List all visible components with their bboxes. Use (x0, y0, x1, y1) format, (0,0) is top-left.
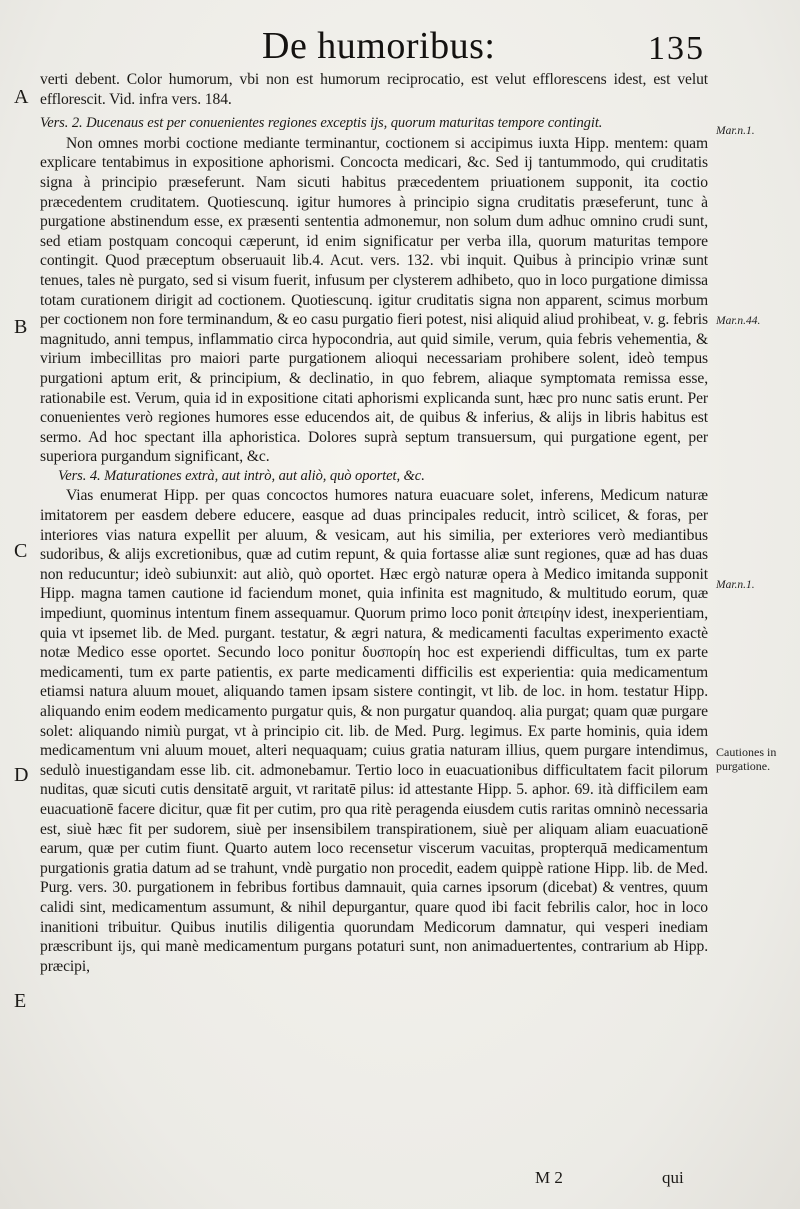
paragraph: Non omnes morbi coctione mediante terminantur, coctionem si accipimus iuxta Hipp. mentem: quam explicare tentabimus in expositione aphorismi. Concocta medicari, &c. Sed ij tantummodo, qui cruditatis signa à principio præseferunt. Nam sicuti habitus præcedentem priuationem supponit, ita coctio præcedentem cruditatem. Quotiescunq. igitur humores à principio signa cruditatis præseferunt, tunc à purgatione abstinendum esse, ex præsenti sententia admonemur, non solum dum adhuc omnino crudi sunt, sed etiam postquam concoqui cæperunt, id enim significatur per verba illa, quorum maturitas tempore contingit. Quod præceptum obseruauit lib.4. Acut. vers. 132. vbi inquit. Quibus à principio vrinæ sunt tenues, tales nè purgato, sed si visum fuerit, infusum per clysterem adhibeto, quo in loco purgatione dimissa totam curationem dirigit ad coctionem. Quotiescunq. igitur cruditatis signa non apparent, scimus morbum per coctionem non fore terminandum, & eo casu purgatio fieri potest, nisi aliquid aliud prohibeat, v. g. febris magnitudo, anni tempus, inflammatio circa hypocondria, aut quid simile, verum, quia febris vehementia, & virium imbecillitas pro maiori parte purgationem alioqui necessariam prohibere solent, ideò tempus purgationi aptum erit, & principium, & declinatio, in quo febrem, aliaque symptomata remissa esse, rationabile est. Verum, quia id in expositione citati aphorismi explicanda sunt, hæc pro nunc satis erunt. Per conuenientes verò regiones humores esse educendos ait, de quibus & inferius, & alijs in libris habitus est sermo. Ad hoc spectant illa aphoristica. Dolores suprà septum transuersum, qui purgatione egent, per superiora purgandum significant, &c. (40, 134, 708, 466)
paragraph: Vias enumerat Hipp. per quas concoctos humores natura euacuare solet, inferens, Medicum naturæ imitatorem per easdem debere educere, easque ad duas principales reducit, intrò scilicet, & foras, per interiores vias natura expellit per aluum, & vesicam, aut his similia, per exteriores verò mediantibus sudoribus, & alijs excretionibus, quæ ad cutim repunt, & quia fortasse aliæ sunt regiones, quæ ad has duas non reducuntur; ideò subiunxit: aut aliò, quò oportet. Hæc ergò naturæ opera à Medico imitanda supponit Hipp. magna tamen cautione id faciendum monet, quia infinita est magnitudo, & multitudo eorum, quæ impediunt, quominus intentum finem assequamur. Quorum primo loco ponit ἀπειρίην idest, inexperientiam, quia vt ipsemet lib. de Med. purgant. testatur, & ægri natura, & medicamenti facultas experimento exactè notæ Medico esse oportet. Secundo loco ponitur δυσπορίη hoc est experiendi difficultas, tum ex parte medicamenti, tum ex parte patientis, ex parte medicamenti difficilis est experientia: quia medicamentum etiamsi natura aluum mouet, aliquando tamen ipsam sistere contingit, vt lib. de loc. in hom. testatur Hipp. aliquando enim eodem medicamento purgatur quis, & non purgatur quandoq. alia purgat; quam quæ purgare solet: aliquando nimiù purgat, vt à principio cit. lib. de Med. Purg. legimus. Ex parte hominis, quia idem medicamentum vni aluum mouet, alteri nequaquam; cuius gratia naturam illius, quem purgare intendimus, sedulò inuestigandam esse lib. cit. admonebamur. Tertio loco in euacuationibus difficultatem facit pilorum nuditas, quæ sicuti cutis densitatē arguit, vt raritatē pilus: id attestante Hipp. 5. aphor. 69. ità difficilem eam euacuationē facere dicitur, quæ fit per cutim, pro qua ritè peragenda eiusdem cutis raritas omninò necessaria est, siuè hæc fit per sudorem, siuè per insensibilem transpirationem, siuè per aliquam aliam euacuationē earum, quæ per cutim fiunt. Quarto autem loco recensetur viscerum vacuitas, propterquā medicamentum purgationis gratia datum ad se trahunt, vndè purgatio non procedit, eadem quippè ratione Hipp. lib. de Med. Purg. vers. 30. purgationem in febribus fortibus damnauit, quia carnes ipsorum (dicebat) & ventres, quum calidi sint, medicamentum assumunt, & nihil depurgantur, quare quod ibi facit febrilis calor, hoc in loco inanitioni tribuitur. Quibus inutilis diligentia quorundam Medicorum damnatur, qui vesperi inediam præscribunt ijs, qui manè medicamentum purgans potaturi sunt, non animaduertentes, contrarium ab Hipp. præcipi, (40, 487, 708, 975)
catchword: qui (662, 1168, 684, 1187)
margin-letter-d: D (14, 764, 29, 786)
paragraph: verti debent. Color humorum, vbi non est humorum reciprocatio, est velut efflorescens idest, est velut efflorescit. Vid. infra vers. 184. (40, 71, 708, 108)
margin-note-b: Mar.n.44. (716, 315, 761, 327)
margin-note-vers2: Mar.n.1. (716, 125, 755, 137)
verse-heading: Vers. 2. Ducenaus est per conuenientes regiones exceptis ijs, quorum maturitas tempore contingit. (40, 115, 603, 132)
margin-note-vers4: Mar.n.1. (716, 579, 755, 591)
page-number: 135 (648, 30, 705, 67)
margin-note-cautiones: Cautiones in purgatione. (716, 745, 777, 773)
margin-letter-c: C (14, 540, 28, 562)
main-text (40, 70, 708, 976)
margin-letter-e: E (14, 990, 27, 1012)
running-title: De humoribus: (262, 25, 496, 67)
margin-letter-b: B (14, 316, 28, 338)
verse-heading: Vers. 4. Maturationes extrà, aut intrò, aut aliò, quò oportet, &c. (58, 467, 425, 484)
signature-mark: M 2 (535, 1168, 563, 1187)
margin-letter-a: A (14, 86, 29, 108)
